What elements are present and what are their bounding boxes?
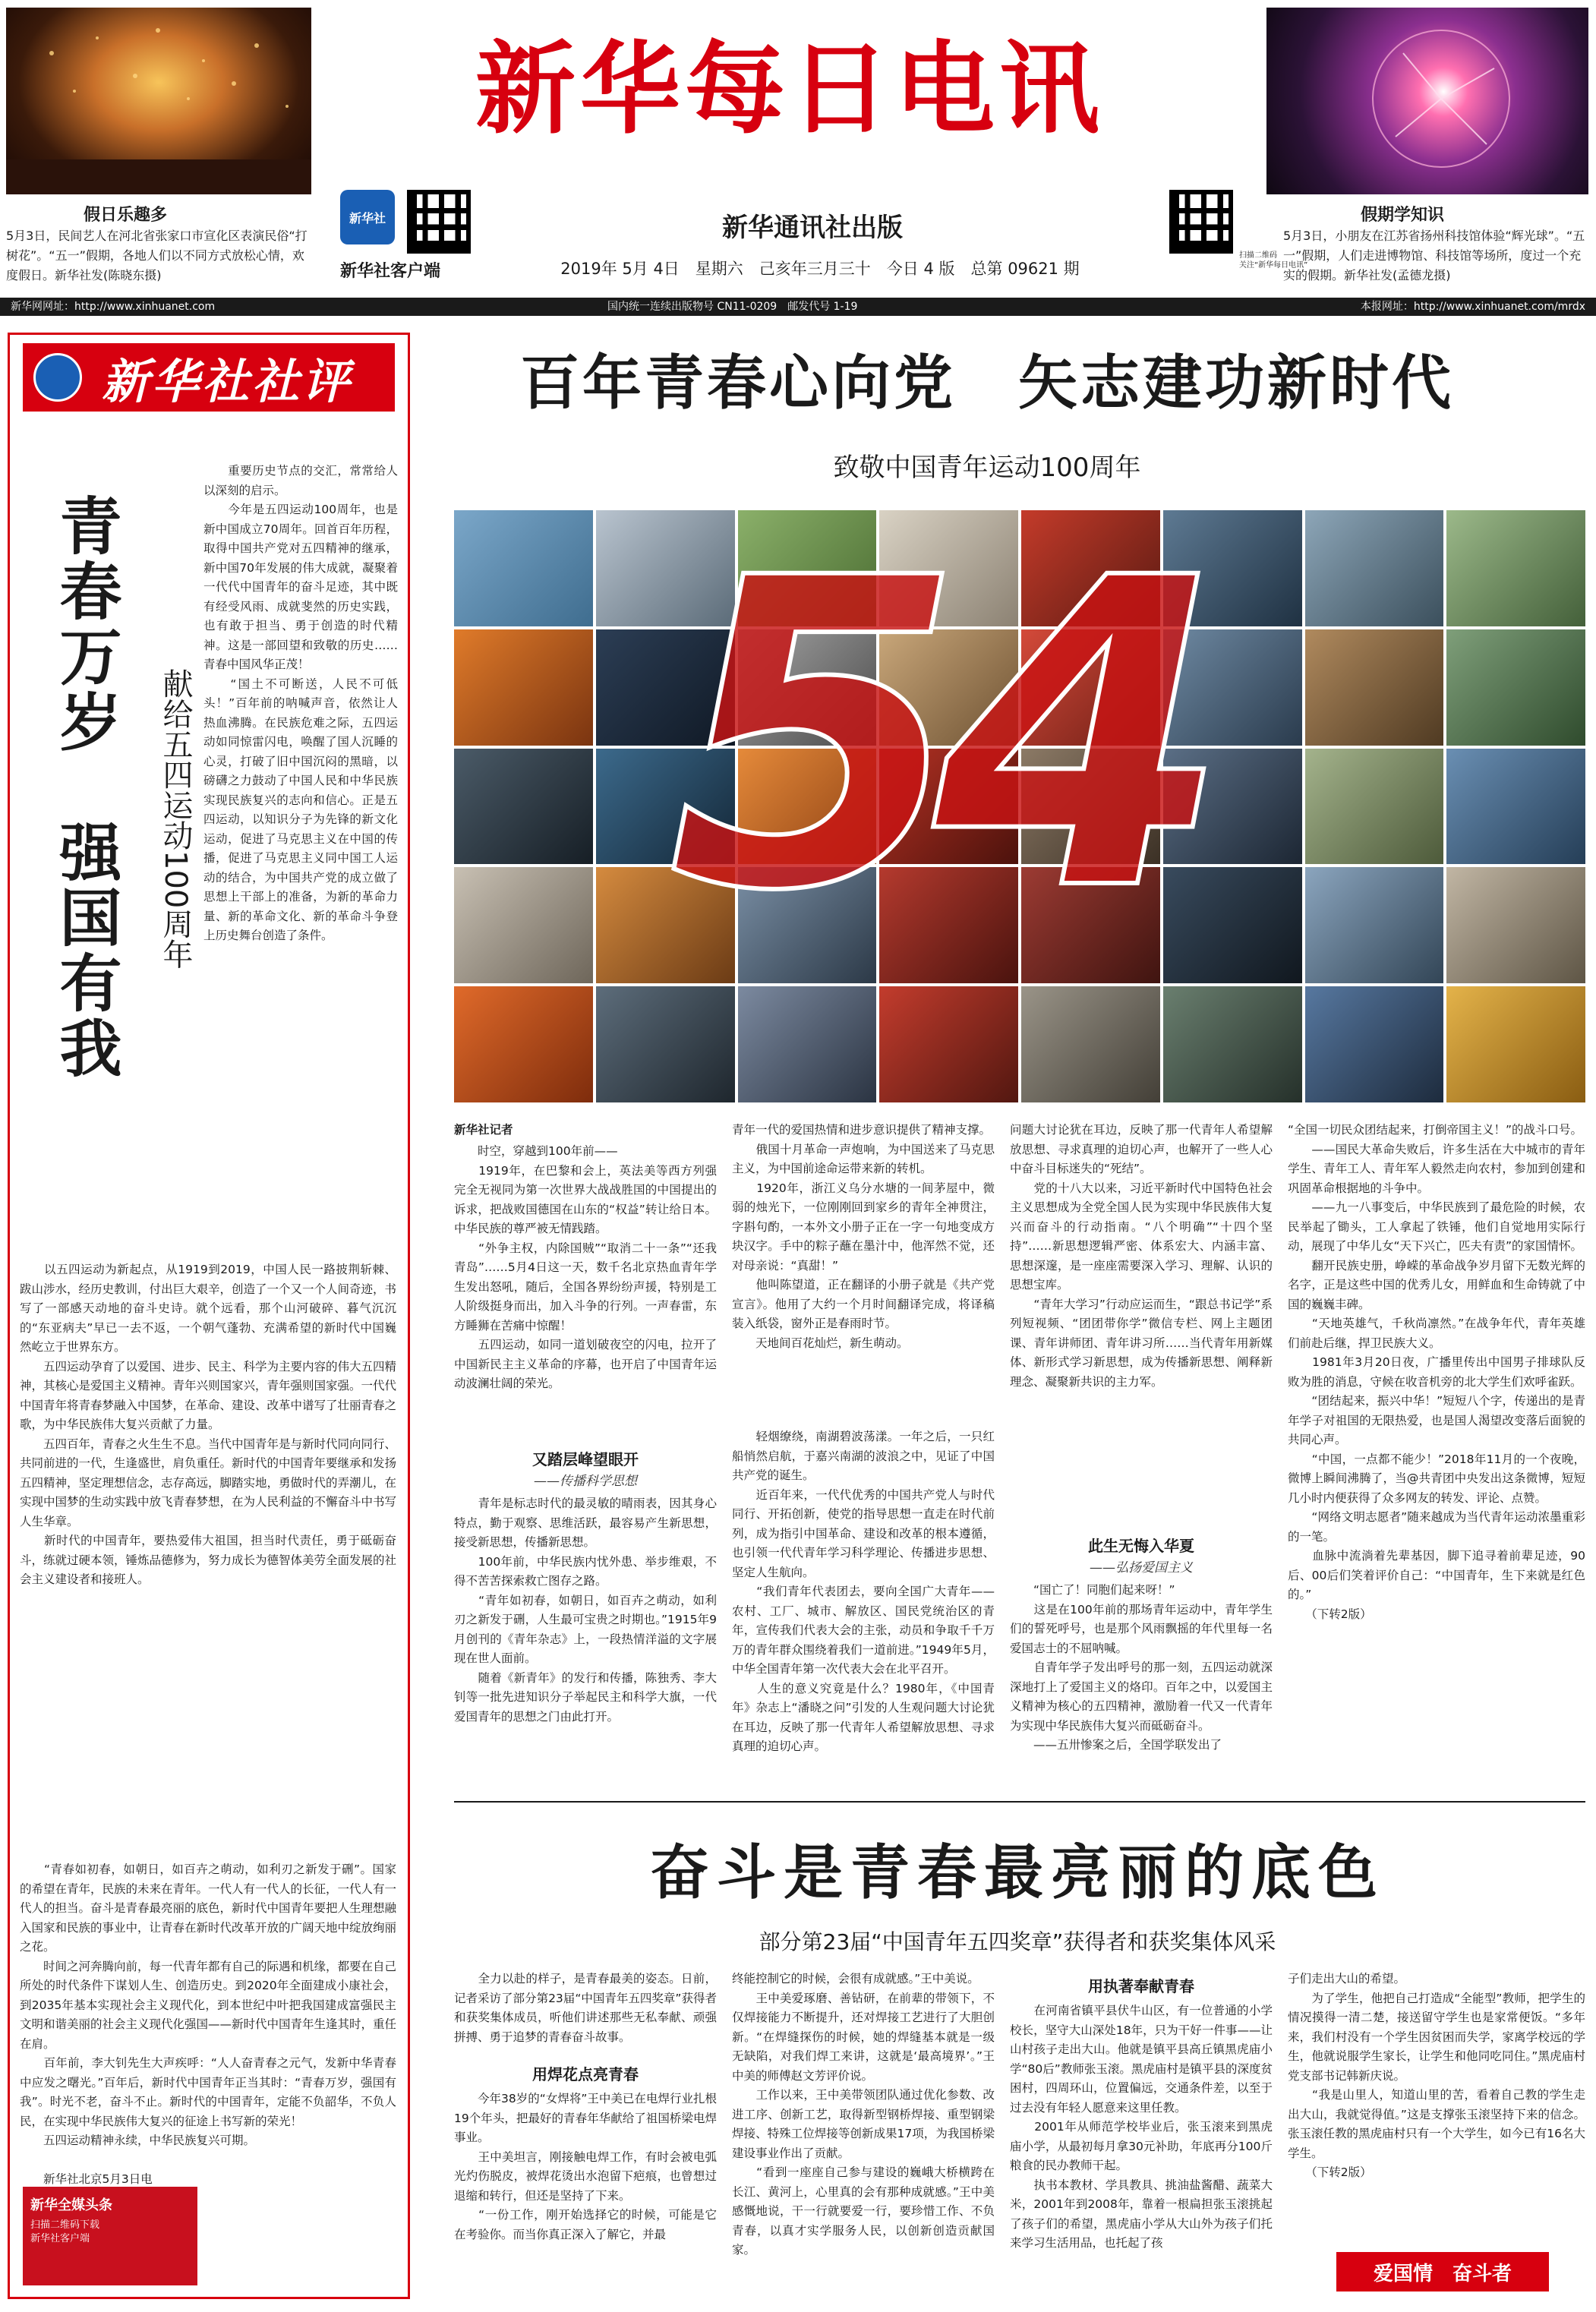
second-col1-b: 今年38岁的“女焊将”王中美已在电焊行业扎根19个年头，把最好的青春年华献给了祖国桥梁电焊事业。 王中美坦言，刚接触电焊工作，有时会被电弧光灼伤脱皮，被焊花烫出水泡留下疤痕，也曾想过退缩和转行，但还是坚持了下来。 “一份工作，刚开始选择它的时候，可能是它在考验你。而当你真正深入了解它，并最	[454, 2092, 717, 2241]
main-section1-tag: ——传播科学思想	[534, 1474, 637, 1489]
mosaic-tile	[1163, 986, 1302, 1102]
second-col1: 全力以赴的样子，是青春最美的姿态。日前，记者采访了部分第23届“中国青年五四奖章”获得者和获奖集体成员，听他们讲述那些无私奉献、顽强拼搏、勇于追梦的青春奋斗故事。	[454, 1972, 717, 2044]
qr-note: 扫描二维码 关注“新华每日电讯”	[1239, 251, 1308, 270]
main-section1-title: 又踏层峰望眼开	[532, 1450, 639, 1468]
main-col1-a: 时空，穿越到100年前—— 1919年，在巴黎和会上，英法美等西方列强完全无视同为第一次世界大战战胜国的中国提出的诉求，把战败国德国在山东的“权益”转让给日本。中华民族的尊严被无情践踏。 “外争主权，内除国贼”“取消二十一条”“还我青岛”……5月4日这一天，数千名北京热血青年学生发出怒吼，随后，全国各界纷纷声援，特别是工人阶级挺身而出，加入斗争的行列。一声春雷，东方睡狮在苦痛中惊醒！ 五四运动，如同一道划破夜空的闪电，拉开了中国新民主主义革命的序幕，也开启了中国青年运动波澜壮阔的荣光。	[454, 1144, 717, 1390]
second-section2-title: 用执著奉献青春	[1088, 1977, 1194, 1995]
mosaic-tile	[1305, 867, 1444, 983]
second-headline: 奋斗是青春最亮丽的底色	[649, 1839, 1385, 1907]
plasma-ball-illustration	[1266, 8, 1588, 194]
left-corner-photo	[6, 8, 311, 194]
mosaic-tile	[1446, 749, 1585, 865]
main-col1-b: 青年是标志时代的最灵敏的晴雨表，因其身心特点，勤于观察、思维活跃，最容易产生新思想，接受新思想，传播新思想。 100年前，中华民族内忧外患、举步维艰，不得不苦苦探索救亡图存之路。 “青年如初春，如朝日，如百卉之萌动，如利刃之新发于硎，人生最可宝贵之时期也。”1915年9月创刊的《青年杂志》上，一段热情洋溢的文字展现在世人面前。 随着《新青年》的发行和传播，陈独秀、李大钊等一批先进知识分子举起民主和科学大旗，一代爱国青年的思想之门由此打开。	[454, 1497, 717, 1724]
mosaic-tile	[1446, 867, 1585, 983]
right-corner-caption: 5月3日，小朋友在江苏省扬州科技馆体验“辉光球”。“五一”假期，人们走进博物馆、科技馆等场所，度过一个充实的假期。新华社发(孟德龙摄)	[1283, 229, 1585, 282]
second-footer-tag	[1336, 2252, 1549, 2291]
main-col2-a: 青年一代的爱国热情和进步意识提供了精神支撑。 俄国十月革命一声炮响，为中国送来了马克思主义，为中国前途命运带来新的转机。 1920年，浙江义乌分水塘的一间茅屋中，微弱的烛光下，一位刚刚回到家乡的青年全神贯注，字斟句酌，一本外文小册子正在一字一句地变成方块汉字。手中的粽子蘸在墨汁中，他浑然不觉，还对母亲说：“真甜！” 他叫陈望道，正在翻译的小册子就是《共产党宣言》。他用了大约一个月时间翻译完成，将译稿装入纸袋，窗外正是春雨时节。 天地间百花灿烂，新生萌动。	[732, 1123, 995, 1350]
editorial-badge	[23, 343, 395, 412]
masthead-title: 新华每日电讯	[475, 30, 1104, 148]
app-badge[interactable]	[340, 190, 395, 244]
main-headline: 百年青春心向党 矢志建功新时代	[519, 349, 1454, 418]
mosaic-tile	[454, 986, 593, 1102]
mosaic-tile	[454, 629, 593, 746]
second-section1-title: 用焊花点亮青春	[532, 2065, 639, 2083]
main-section2-tag: ——弘扬爱国主义	[1090, 1560, 1193, 1576]
app-qr-code[interactable]	[407, 190, 471, 254]
second-col3: 在河南省镇平县伏牛山区，有一位普通的小学校长，坚守大山深处18年，只为干好一件事——让山村孩子走出大山。他就是镇平县高丘镇黑虎庙小学“80后”教师张玉滚。黑虎庙村是镇平县的深度贫困村，四周环山，位置偏远，交通条件差，以至于过去没有年轻人愿意来这里任教。 2001年从师范学校毕业后，张玉滚来到黑虎庙小学，从最初每月拿30元补助，年底再分100斤粮食的民办教师干起。 执书本教材、学具教具、挑油盐酱醋、蔬菜大米，2001年到2008年，靠着一根扁担张玉滚挑起了孩子们的希望，黑虎庙小学从大山外为孩子们托来学习生活用品，也托起了孩	[1010, 2004, 1273, 2250]
bottom-ad-title: 新华全媒头条	[30, 2197, 112, 2213]
main-col3-b: “国亡了！同胞们起来呀！” 这是在100年前的那场青年运动中，青年学生们的誓死呼号，也是那个风雨飘摇的年代里每一名爱国志士的不屈呐喊。 自青年学子发出呼号的那一刻，五四运动就深深地打上了爱国主义的烙印。百年之中，以爱国主义精神为核心的五四精神，激励着一代又一代青年为实现中华民族伟大复兴而砥砺奋斗。 ——五卅惨案之后，全国学联发出了	[1010, 1583, 1273, 1752]
main-col3-a: 问题大讨论犹在耳边，反映了那一代青年人希望解放思想、寻求真理的迫切心声，也解开了一些人心中奋斗目标迷失的“死结”。 党的十八大以来，习近平新时代中国特色社会主义思想成为全党全国人民为实现中华民族伟大复兴而奋斗的行动指南。“八个明确”“十四个坚持”……新思想逻辑严密、体系宏大、内涵丰富、思想深邃，是一座座需要深入学习、理解、认识的思想宝库。 “青年大学习”行动应运而生，“跟总书记学”系列短视频、“团团带你学”微信专栏、网上主题团课、青年讲师团、青年讲习所……当代青年用新媒体、新形式学习新思想，成为传播新思想、阐释新理念、凝聚新共识的主力军。	[1010, 1123, 1273, 1389]
editorial-subhead: 献给五四运动100周年	[158, 668, 193, 970]
mosaic-tile	[879, 986, 1018, 1102]
left-corner-title: 假日乐趣多	[84, 206, 168, 225]
right-qr-code[interactable]	[1169, 190, 1233, 254]
bottom-ad-text: 扫描二维码下载 新华社客户端	[30, 2219, 100, 2244]
mosaic-tile	[1305, 749, 1444, 865]
publisher: 新华通讯社出版	[722, 213, 903, 243]
xinhua-logo-icon	[33, 353, 82, 402]
mosaic-tile	[454, 749, 593, 865]
info-center: 国内统一连续出版物号 CN11-0209 邮发代号 1-19	[607, 301, 858, 313]
mosaic-tile	[1446, 510, 1585, 626]
info-bar	[0, 298, 1596, 316]
editorial-col2: 以五四运动为新起点，从1919到2019，中国人民一路披荆斩棘、跋山涉水，经历史教训，付出巨大艰辛，创造了一个又一个人间奇迹，书写了一部感天动地的奋斗史诗。就个远看，那个山河破碎、暮气沉沉的“东亚病夫”早已一去不返，一个朝气蓬勃、充满希望的新时代中国巍然屹立于世界东方。 五四运动孕育了以爱国、进步、民主、科学为主要内容的伟大五四精神，其核心是爱国主义精神。青年兴则国家兴，青年强则国家强。一代代中国青年将青春梦融入中国梦，在革命、建设、改革中谱写了壮丽青春之歌，为中华民族伟大复兴贡献了力量。 五四百年，青春之火生生不息。当代中国青年是与新时代同向同行、共同前进的一代，生逢盛世，肩负重任。新时代的中国青年要继承和发扬五四精神，坚定理想信念，志存高远，脚踏实地，勇做时代的弄潮儿，在实现中国梦的生动实践中放飞青春梦想，在为人民利益的不懈奋斗中书写人生华章。 新时代的中国青年，要热爱伟大祖国，担当时代责任，勇于砥砺奋斗，练就过硬本领，锤炼品德修为，努力成长为德智体美劳全面发展的社会主义建设者和接班人。	[20, 1263, 396, 1586]
editorial-col3: “青春如初春，如朝日，如百卉之萌动，如利刃之新发于硎”。国家的希望在青年，民族的未来在青年。一代人有一代人的长征，一代人有一代人的担当。奋斗是青春最亮丽的底色，新时代中国青年要把人生理想融入国家和民族的事业中，让青春在新时代改革开放的广阔天地中绽放绚丽之花。 时间之河奔腾向前，每一代青年都有自己的际遇和机缘，都要在自己所处的时代条件下谋划人生、创造历史。到2020年全面建成小康社会，到2035年基本实现社会主义现代化，到本世纪中叶把我国建成富强民主文明和谐美丽的社会主义现代化强国——新时代中国青年生逢其时，重任在肩。 百年前，李大钊先生大声疾呼：“人人奋青春之元气，发新中华青春中应发之曙光。”百年后，新时代中国青年正当其时：“青春万岁，强国有我”。时光不老，奋斗不止。新时代的中国青年，定能不负韶华，不负人民，在实现中华民族伟大复兴的征途上书写新的荣光！ 五四运动精神永续，中华民族复兴可期。 新华社北京5月3日电	[20, 1863, 396, 2186]
mosaic-tile	[1446, 629, 1585, 746]
info-left: 新华网网址：http://www.xinhuanet.com	[11, 301, 216, 313]
editorial-col1: 重要历史节点的交汇，常常给人以深刻的启示。 今年是五四运动100周年，也是新中国成立70周年。回首百年历程，取得中国共产党对五四精神的继承，新中国70年发展的伟大成就，凝聚着一代代中国青年的奋斗足迹，其中既有经受风雨、成就斐然的历史实践，也有敢于担当、勇于创造的时代精神。这是一部回望和致敬的历史……青春中国风华正茂！ “国土不可断送，人民不可低头！”百年前的呐喊声音，依然让人热血沸腾。在民族危难之际，五四运动如同惊雷闪电，唤醒了国人沉睡的心灵，打破了旧中国沉闷的黑暗，以磅礴之力鼓动了中国人民和中华民族实现民族复兴的志向和信心。正是五四运动，以知识分子为先锋的新文化运动，促进了马克思主义在中国的传播，促进了马克思主义同中国工人运动的结合，为中国共产党的成立做了思想上干部上的准备，为新的革命力量、新的革命文化、新的革命斗争登上历史舞台创造了条件。	[203, 464, 398, 942]
second-col2: 终能控制它的时候，会很有成就感。”王中美说。 王中美爱琢磨、善钻研，在前辈的带领下，不仅焊接能力不断提升，还对焊接工艺进行了大胆创新。“在焊缝探伤的时候，她的焊缝基本就是一级无缺陷，对我们焊工来讲，这就是‘最高境界’。”王中美的师傅赵文芳评价说。 工作以来，王中美带领团队通过优化参数、改进工序、创新工艺，取得新型钢桥焊接、重型钢梁焊接、特殊工位焊接等创新成果17项，为我国桥梁建设事业作出了贡献。 “看到一座座自己参与建设的巍峨大桥横跨在长江、黄河上，心里真的会有那种成就感。”王中美感慨地说，干一行就要爱一行，要珍惜工作、不负青春，以真才实学服务人民，以创新创造贡献国家。	[732, 1972, 995, 2257]
editorial-badge-label: 新华社社评	[102, 353, 353, 409]
mosaic-tile	[596, 986, 735, 1102]
mosaic-tile	[454, 867, 593, 983]
mosaic-tile	[1305, 510, 1444, 626]
section-divider	[454, 1801, 1585, 1803]
mosaic-tile	[738, 986, 877, 1102]
main-subhead: 致敬中国青年运动100周年	[833, 453, 1141, 483]
info-right: 本报网址：http://www.xinhuanet.com/mrdx	[1360, 301, 1585, 313]
bottom-ad[interactable]	[23, 2187, 197, 2285]
main-section2-title: 此生无悔入华夏	[1088, 1537, 1194, 1555]
editorial-headline: 青春万岁 强国有我	[49, 494, 122, 1081]
left-corner-caption: 5月3日，民间艺人在河北省张家口市宣化区表演民俗“打树花”。“五一”假期，各地人们以不同方式放松心情，欢度假日。新华社发(陈晓东摄)	[6, 229, 308, 282]
second-subhead: 部分第23届“中国青年五四奖章”获得者和获奖集体风采	[759, 1929, 1276, 1954]
footer-tag-label: 爱国情 奋斗者	[1373, 2262, 1512, 2285]
date-line: 2019年 5月 4日 星期六 己亥年三月三十 今日 4 版 总第 09621 期	[560, 260, 1080, 278]
sparks-illustration	[6, 8, 311, 194]
mosaic-number: 54	[668, 489, 1200, 984]
mosaic-tile	[1446, 986, 1585, 1102]
app-badge-label: 新华社	[349, 210, 386, 226]
mosaic-tile	[1021, 986, 1160, 1102]
app-label: 新华社客户端	[340, 262, 441, 281]
mosaic-tile	[454, 510, 593, 626]
mosaic-tile	[1305, 629, 1444, 746]
right-corner-photo	[1266, 8, 1588, 194]
right-corner-title: 假期学知识	[1361, 206, 1445, 225]
second-col4: 子们走出大山的希望。 为了学生，他把自己打造成“全能型”教师，把学生的情况摸得一清二楚，接送留守学生也是家常便饭。“多年来，我们村没有一个学生因贫困而失学，家离学校远的学生，他就说服学生家长，让学生和他同吃同住。”黑虎庙村党支部书记韩新庆说。 “我是山里人，知道山里的苦，看着自己教的学生走出大山，我就觉得值。”这是支撑张玉滚坚持下来的信念。张玉滚任教的黑虎庙村只有一个大学生，如今已有16名大学生。 （下转2版）	[1288, 1972, 1585, 2179]
mosaic-tile	[1305, 986, 1444, 1102]
main-byline: 新华社记者	[454, 1123, 513, 1137]
main-col2-b: 轻烟缭绕，南湖碧波荡漾。一年之后，一只红船悄然启航，于嘉兴南湖的波浪之中，见证了中国共产党的诞生。 近百年来，一代代优秀的中国共产党人与时代同行、开拓创新，使党的指导思想一直走在时代前列，成为指引中国革命、建设和改革的根本遵循，也引领一代代青年学习科学理论、传播进步思想、坚定人生航向。 “我们青年代表团去，要向全国广大青年——农村、工厂、城市、解放区、国民党统治区的青年，宣传我们代表大会的主张，动员和争取千千万万的青年群众围绕着我们一道前进。”1949年5月，中华全国青年第一次代表大会在北平召开。 人生的意义究竟是什么？1980年，《中国青年》杂志上“潘晓之问”引发的人生观问题大讨论犹在耳边，反映了那一代青年人希望解放思想、寻求真理的迫切心声。	[732, 1430, 995, 1753]
main-col4: “全国一切民众团结起来，打倒帝国主义！”的战斗口号。 ——国民大革命失败后，许多生活在大中城市的青年学生、青年工人、青年军人毅然走向农村，参加到创建和巩固革命根据地的斗争中。 ——九一八事变后，中华民族到了最危险的时候，农民举起了锄头，工人拿起了铁锤，他们自觉地用实际行动，展现了中华儿女“天下兴亡，匹夫有责”的家国情怀。 翻开民族史册，峥嵘的革命战争岁月留下无数光辉的名字，正是这些中国的优秀儿女，用鲜血和生命铸就了中国的巍巍丰碑。 “天地英雄气，千秋尚凛然。”在战争年代，青年英雄们前赴后继，捍卫民族大义。 1981年3月20日夜，广播里传出中国男子排球队反败为胜的消息，守候在收音机旁的北大学生们欢呼雀跃。 “团结起来，振兴中华！”短短八个字，传递出的是青年学子对祖国的无限热爱，也是国人渴望改变落后面貌的共同心声。 “中国，一点都不能少！”2018年11月的一个夜晚，微博上瞬间沸腾了，当@共青团中央发出这条微博，短短几小时内便获得了众多网友的转发、评论、点赞。 “网络文明志愿者”随来越成为当代青年运动浓墨重彩的一笔。 血脉中流淌着先辈基因，脚下追寻着前辈足迹，90后、00后们笑着评价自己：“中国青年，生下来就是红色的。” （下转2版）	[1288, 1123, 1585, 1621]
